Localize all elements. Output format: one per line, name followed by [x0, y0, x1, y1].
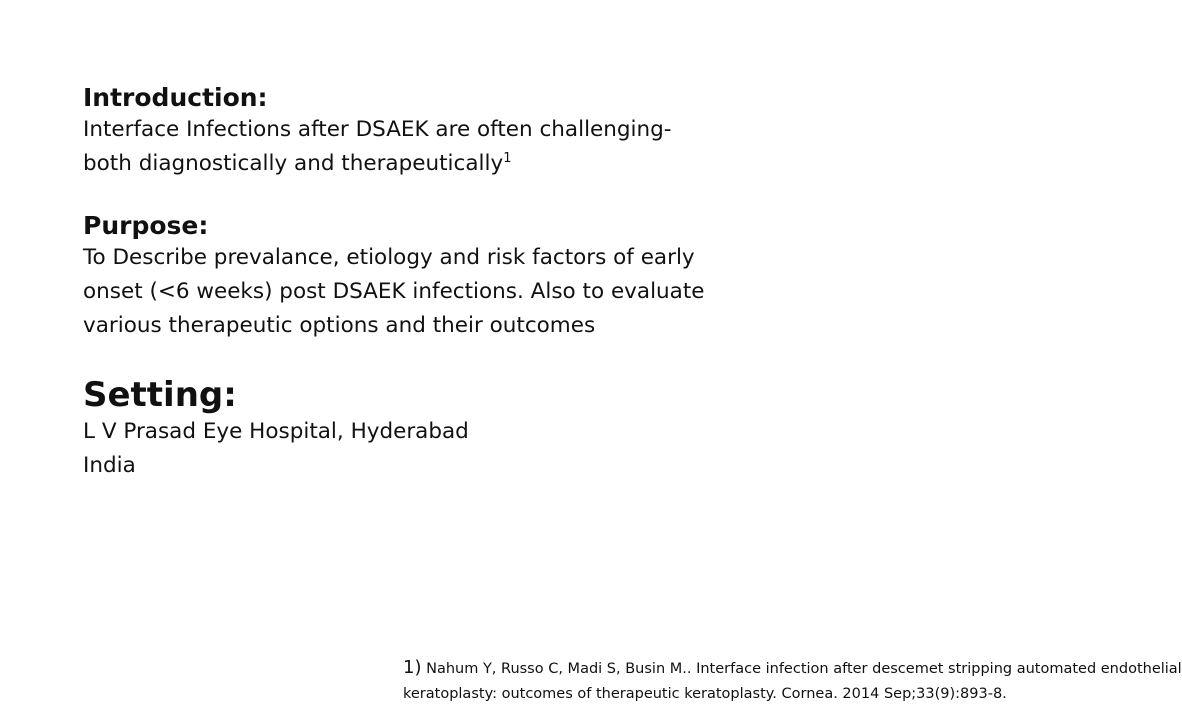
- reference-footnote: [403, 656, 1182, 681]
- introduction-line-2-text: both diagnostically and therapeutically: [83, 150, 504, 176]
- slide-content: [83, 84, 843, 483]
- setting-text: [83, 415, 843, 483]
- reference-line-2: keratoplasty: outcomes of therapeutic keratoplasty. Cornea. 2014 Sep;33(9):893-8.: [403, 686, 1007, 702]
- purpose-line-1: To Describe prevalance, etiology and risk factors of early: [83, 244, 695, 270]
- purpose-heading: Purpose:: [83, 210, 209, 240]
- setting-line-2: India: [83, 452, 136, 478]
- introduction-line-1: Interface Infections after DSAEK are often challenging-: [83, 116, 672, 142]
- citation-superscript: 1: [503, 150, 512, 166]
- setting-line-1: L V Prasad Eye Hospital, Hyderabad: [83, 418, 469, 444]
- introduction-line-2: [83, 147, 843, 181]
- purpose-text: [83, 241, 843, 343]
- setting-heading: Setting:: [83, 374, 237, 415]
- reference-line-1: [403, 656, 1182, 681]
- purpose-line-3: various therapeutic options and their outcomes: [83, 312, 596, 338]
- purpose-line-2: onset (<6 weeks) post DSAEK infections. Also to evaluate: [83, 278, 705, 304]
- reference-line-1-text: Nahum Y, Russo C, Madi S, Busin M.. Interface infection after descemet stripping automated endothelial: [426, 661, 1182, 677]
- introduction-heading: Introduction:: [83, 83, 268, 112]
- reference-number: 1): [403, 657, 422, 678]
- introduction-text: [83, 113, 843, 181]
